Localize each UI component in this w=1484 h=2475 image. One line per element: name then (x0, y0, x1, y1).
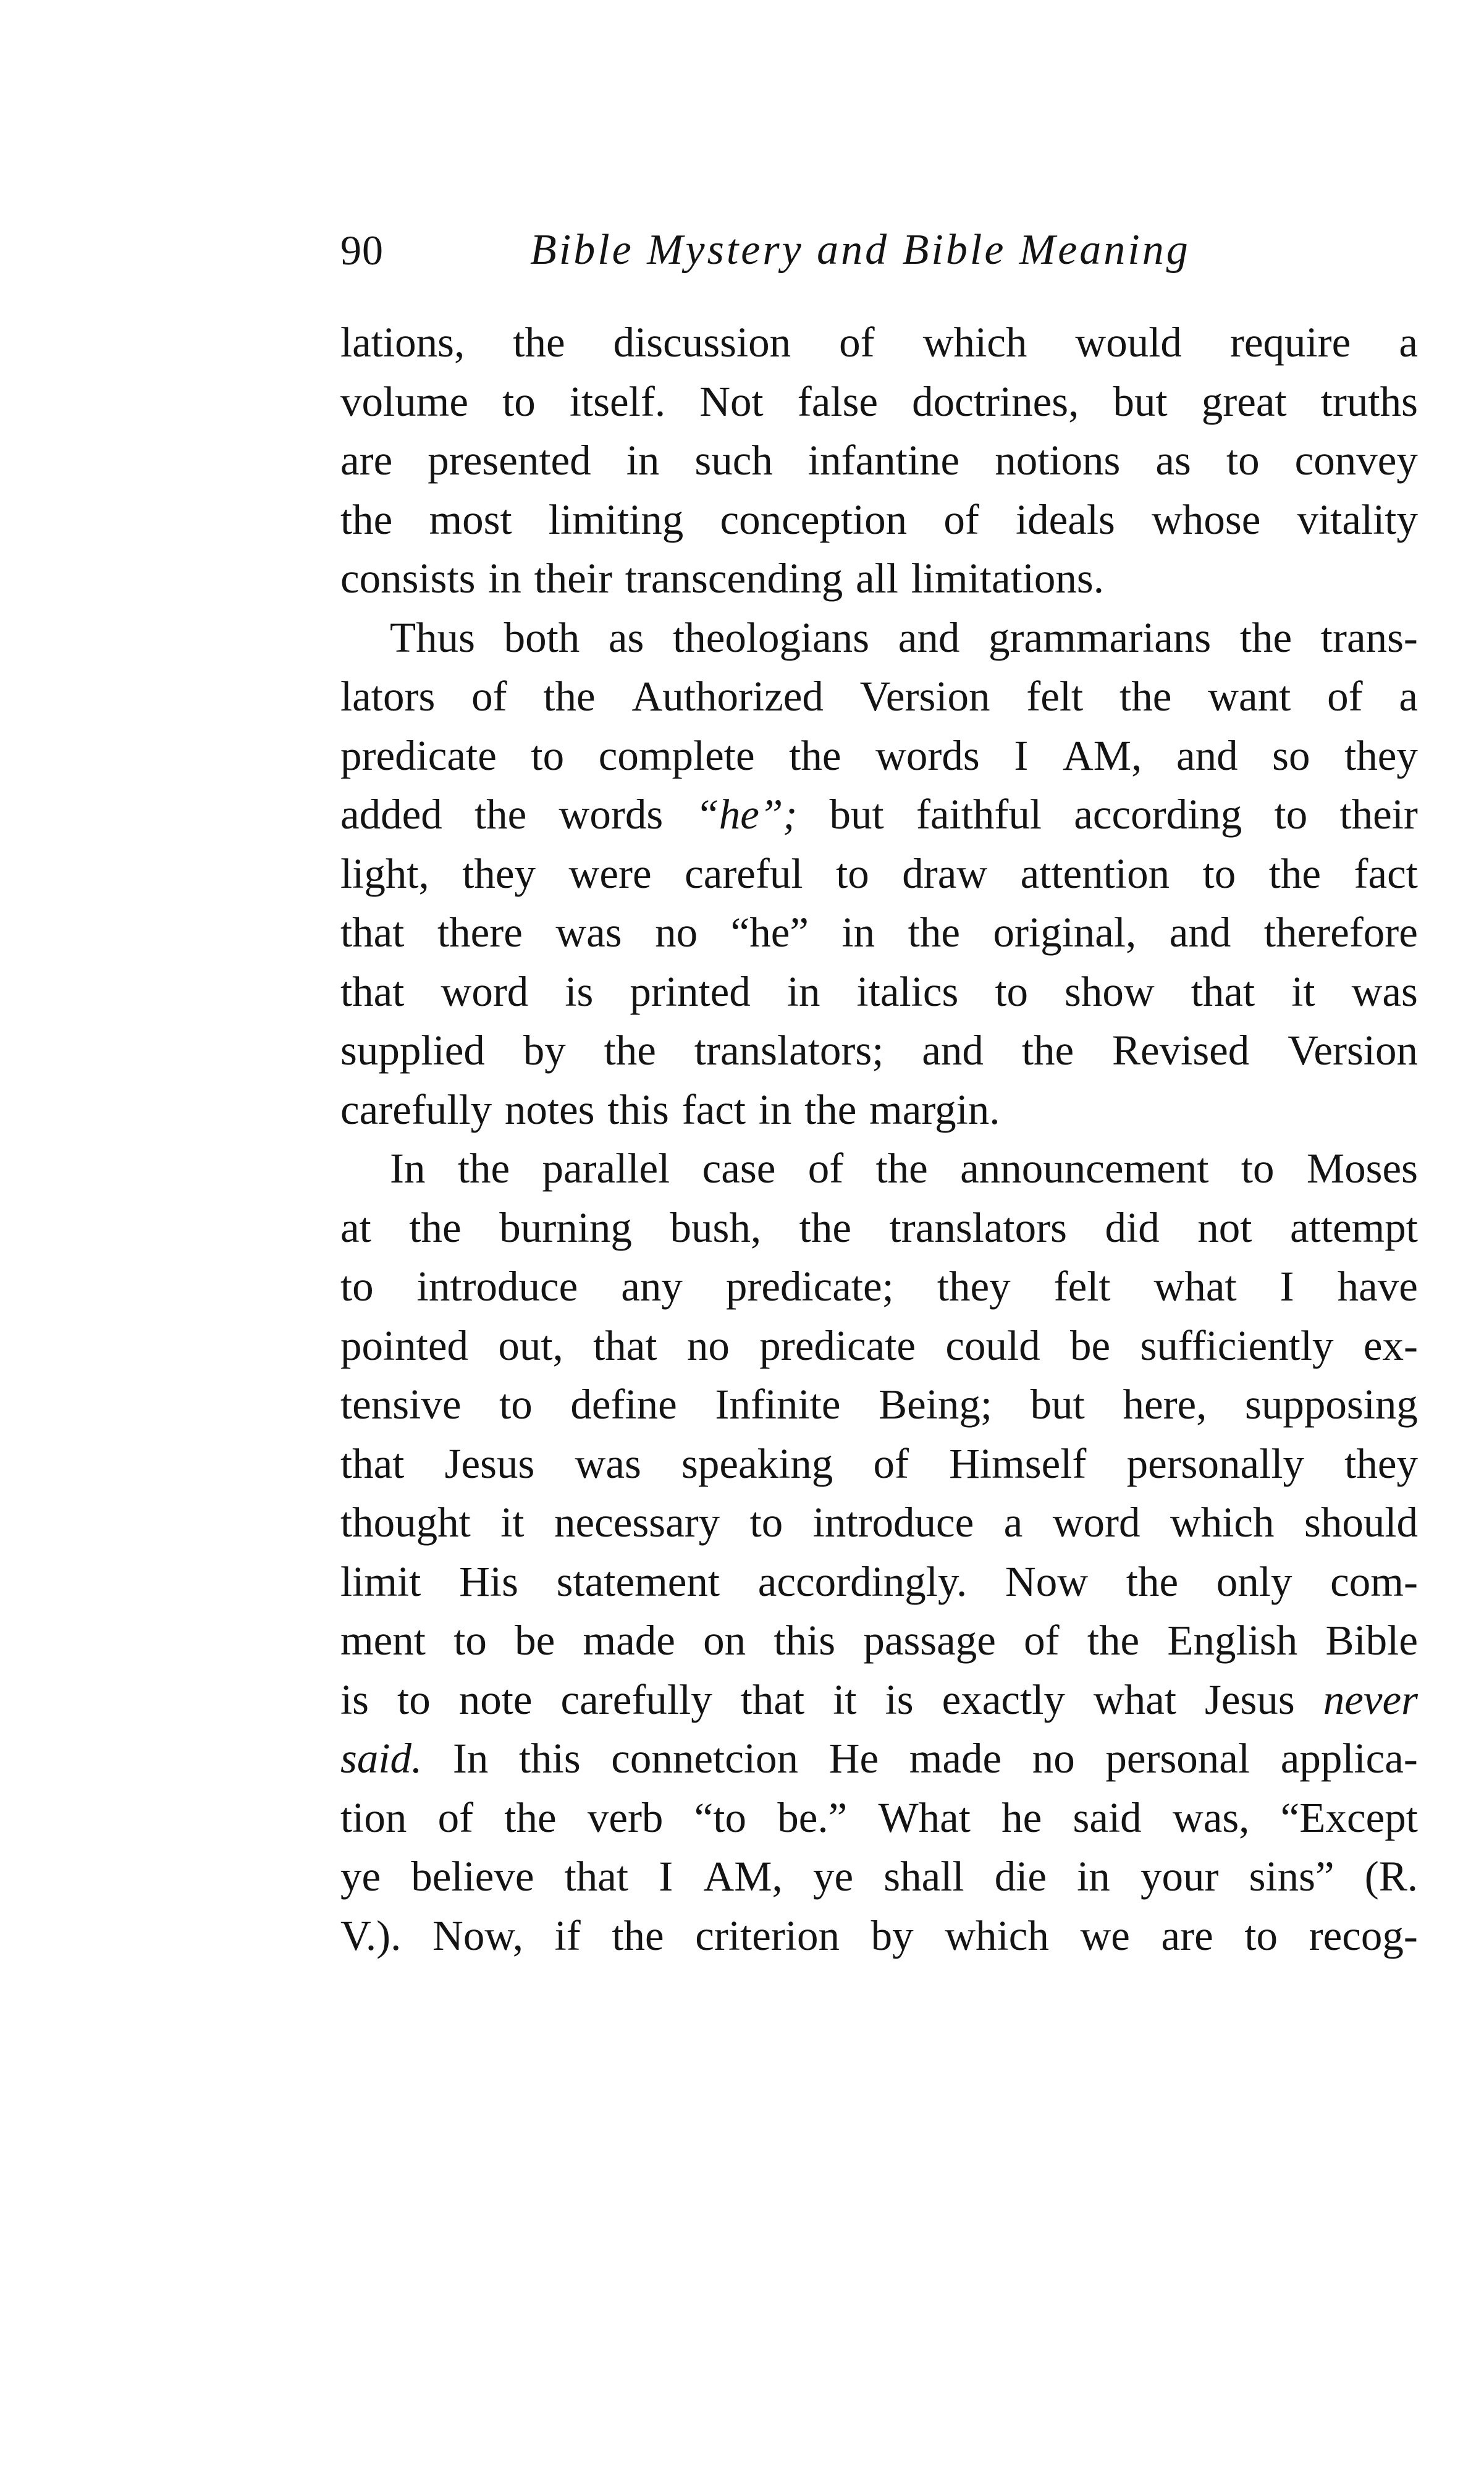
word: itself. (569, 377, 666, 425)
word: ye (812, 1853, 854, 1900)
word: introduce (416, 1263, 578, 1310)
word: the (612, 1912, 664, 1959)
word: pointed (340, 1322, 468, 1369)
word: verb (587, 1794, 664, 1841)
word: and (1176, 732, 1238, 779)
word: they (462, 850, 536, 897)
word: volume (340, 377, 468, 425)
word: Authorized (631, 673, 824, 720)
word: English (1167, 1617, 1298, 1664)
word: this (607, 1086, 669, 1133)
word: In (390, 1145, 426, 1192)
word: His (459, 1558, 518, 1605)
word: sufficiently (1140, 1322, 1334, 1369)
word: Now, (432, 1912, 523, 1959)
word: personally (1126, 1440, 1304, 1487)
word: announcement (960, 1145, 1209, 1192)
word: that (593, 1322, 657, 1369)
word: it (1291, 968, 1315, 1015)
text-line (340, 963, 1418, 1022)
word: criterion (695, 1912, 840, 1959)
word: passage (863, 1617, 996, 1664)
word: not (1197, 1204, 1252, 1251)
word: we (1080, 1912, 1130, 1959)
word: was (575, 1440, 641, 1487)
word: lations, (340, 319, 465, 366)
word: this (518, 1735, 581, 1782)
word: there (437, 909, 523, 956)
word: necessary (554, 1499, 720, 1546)
word: what (1153, 1263, 1237, 1310)
text-line (340, 373, 1418, 432)
word: the (908, 909, 960, 956)
word: only (1216, 1558, 1292, 1605)
word: to (531, 732, 565, 779)
word: translators; (694, 1027, 884, 1074)
text-line (340, 1257, 1418, 1317)
word: he (1001, 1794, 1042, 1841)
word: define (570, 1381, 677, 1428)
word: the (504, 1794, 557, 1841)
word: trans- (1320, 613, 1418, 661)
word: the (1268, 850, 1322, 897)
word: in (626, 437, 660, 484)
word: to (1241, 1145, 1275, 1192)
text-line (340, 313, 1418, 373)
word: of (839, 319, 875, 366)
text-line (340, 1671, 1418, 1730)
word: limitations. (911, 555, 1105, 602)
word: carefully (560, 1676, 712, 1723)
word: He (828, 1735, 879, 1782)
text-line (340, 667, 1418, 727)
word: predicate (340, 732, 497, 779)
word: thought (340, 1499, 471, 1546)
word: according (1074, 791, 1242, 838)
word: connetcion (611, 1735, 799, 1782)
word: to (1274, 791, 1308, 838)
word: carefully (340, 1086, 492, 1133)
word: require (1229, 319, 1351, 366)
word: shall (883, 1853, 964, 1900)
word: case (702, 1145, 776, 1192)
word: felt (1026, 673, 1084, 720)
word: V.). (340, 1912, 402, 1959)
word: the (1087, 1617, 1140, 1664)
page-number: 90 (340, 227, 384, 274)
word: false (797, 377, 879, 425)
word: the (804, 1086, 857, 1133)
word: conception (720, 495, 908, 543)
word: draw (902, 850, 988, 897)
word: margin. (869, 1086, 1000, 1133)
word: could (945, 1322, 1040, 1369)
word: word (441, 968, 529, 1015)
word: but (1030, 1381, 1085, 1428)
word: supposing (1245, 1381, 1418, 1428)
word: predicate (759, 1322, 916, 1369)
word: made (909, 1735, 1002, 1782)
word: limiting (548, 495, 684, 543)
word: “Except (1280, 1794, 1418, 1841)
word: AM, (1062, 732, 1142, 779)
word: faithful (916, 791, 1042, 838)
word: the (513, 319, 565, 366)
word: this (774, 1617, 836, 1664)
word: the (604, 1027, 656, 1074)
text-line (340, 727, 1418, 786)
word: to (995, 968, 1028, 1015)
word: that (340, 968, 405, 1015)
word: transcending (625, 555, 843, 602)
word: their (1339, 791, 1418, 838)
word: “to (694, 1794, 746, 1841)
word: all (855, 555, 898, 602)
word: in (786, 968, 820, 1015)
text-line (340, 1139, 1418, 1199)
word: their (534, 555, 613, 602)
word: the (799, 1204, 851, 1251)
word: the (409, 1204, 462, 1251)
text-line (340, 1789, 1418, 1848)
word: printed (630, 968, 751, 1015)
word: light, (340, 850, 429, 897)
word: the (875, 1145, 928, 1192)
word: discussion (613, 319, 791, 366)
word: convey (1294, 437, 1418, 484)
word: to (499, 1381, 533, 1428)
word: which (1170, 1499, 1275, 1546)
word: show (1065, 968, 1155, 1015)
word: and (1169, 909, 1231, 956)
word: original, (993, 909, 1137, 956)
word: exactly (942, 1676, 1065, 1723)
word: presented (428, 437, 591, 484)
word: note (458, 1676, 533, 1723)
word: that (340, 1440, 405, 1487)
word: to (502, 377, 536, 425)
word: that (1191, 968, 1255, 1015)
word: what (1093, 1676, 1177, 1723)
word: so (1272, 732, 1310, 779)
word: die (994, 1853, 1047, 1900)
text-line (340, 1907, 1418, 1966)
word: words (559, 791, 664, 838)
word: personal (1105, 1735, 1250, 1782)
word: by (871, 1912, 914, 1959)
word: of (1327, 673, 1363, 720)
word: notions (995, 437, 1121, 484)
word: word (1052, 1499, 1140, 1546)
word: predicate; (725, 1263, 894, 1310)
word: “he” (730, 909, 809, 956)
word: In (452, 1735, 489, 1782)
word: fact (681, 1086, 746, 1133)
word: were (568, 850, 652, 897)
word: no (686, 1322, 730, 1369)
running-head (340, 213, 1418, 287)
word: What (878, 1794, 971, 1841)
word: Jesus (444, 1440, 535, 1487)
word: no (1032, 1735, 1075, 1782)
word: did (1105, 1204, 1160, 1251)
word: of (943, 495, 979, 543)
word: a (1399, 319, 1418, 366)
word: of (437, 1794, 474, 1841)
word: as (1155, 437, 1191, 484)
word: felt (1053, 1263, 1111, 1310)
text-line (340, 903, 1418, 963)
word: ex- (1363, 1322, 1418, 1369)
word: if (554, 1912, 581, 1959)
word: which (922, 319, 1027, 366)
word: said (1073, 1794, 1142, 1841)
word: bush, (670, 1204, 762, 1251)
word: attempt (1290, 1204, 1418, 1251)
text-line (340, 609, 1418, 668)
word: tion (340, 1794, 407, 1841)
word: the (474, 791, 527, 838)
word: on (703, 1617, 746, 1664)
word: whose (1152, 495, 1261, 543)
word: (R. (1364, 1853, 1418, 1900)
text-line (340, 549, 1418, 609)
word: a (1003, 1499, 1023, 1546)
text-line (340, 491, 1418, 550)
word: it (500, 1499, 525, 1546)
text-line (340, 1435, 1418, 1494)
word: statement (556, 1558, 720, 1605)
text-line (340, 1847, 1418, 1907)
word: the (543, 673, 596, 720)
word: is (565, 968, 594, 1015)
word: to (836, 850, 869, 897)
word: in (1077, 1853, 1110, 1900)
word: to (1226, 437, 1260, 484)
word: of (873, 1440, 909, 1487)
word: be (515, 1617, 555, 1664)
word: that (740, 1676, 805, 1723)
word: Revised (1112, 1027, 1250, 1074)
word: Himself (949, 1440, 1087, 1487)
word: ment (340, 1617, 426, 1664)
word: such (694, 437, 773, 484)
word: no (655, 909, 698, 956)
word: but (1113, 377, 1168, 425)
text-line (340, 1553, 1418, 1612)
word: to (340, 1263, 374, 1310)
word: it (833, 1676, 857, 1723)
word: therefore (1263, 909, 1418, 956)
word: they (1344, 732, 1418, 779)
word: have (1337, 1263, 1418, 1310)
word: notes (504, 1086, 595, 1133)
word: of (471, 673, 507, 720)
word: which (945, 1912, 1049, 1959)
word: I (659, 1853, 673, 1900)
word: Not (699, 377, 764, 425)
word: added (340, 791, 442, 838)
word: accordingly. (757, 1558, 968, 1605)
word: com- (1330, 1558, 1418, 1605)
text-line (340, 845, 1418, 904)
word: that (340, 909, 405, 956)
word: but (829, 791, 884, 838)
word: “he”; (695, 791, 798, 838)
word: tensive (340, 1381, 462, 1428)
word: they (937, 1263, 1011, 1310)
word: as (608, 613, 644, 661)
word: they (1344, 1440, 1418, 1487)
word: vitality (1297, 495, 1418, 543)
word: never (1323, 1676, 1418, 1723)
word: at (340, 1204, 371, 1251)
word: attention (1020, 850, 1170, 897)
word: words (875, 732, 980, 779)
word: and (898, 613, 960, 661)
word: in (841, 909, 875, 956)
word: in (488, 555, 521, 602)
running-title: Bible Mystery and Bible Meaning (530, 226, 1191, 274)
word: ye (340, 1853, 381, 1900)
word: that (564, 1853, 629, 1900)
word: supplied (340, 1027, 485, 1074)
word: truths (1320, 377, 1418, 425)
word: be (1070, 1322, 1111, 1369)
word: a (1399, 673, 1418, 720)
word: the (1021, 1027, 1074, 1074)
word: is (885, 1676, 914, 1723)
word: Jesus (1205, 1676, 1295, 1723)
text-line (340, 785, 1418, 845)
text-line (340, 1375, 1418, 1435)
word: to (1244, 1912, 1278, 1959)
word: would (1075, 319, 1182, 366)
word: was, (1172, 1794, 1250, 1841)
word: sins” (1249, 1853, 1334, 1900)
word: careful (685, 850, 803, 897)
word: the (1126, 1558, 1179, 1605)
text-line (340, 431, 1418, 491)
word: limit (340, 1558, 421, 1605)
text-line (340, 1081, 1418, 1140)
word: out, (498, 1322, 563, 1369)
text-line (340, 1021, 1418, 1081)
word: should (1304, 1499, 1418, 1546)
word: to (453, 1617, 487, 1664)
word: Bible (1325, 1617, 1418, 1664)
word: be.” (777, 1794, 848, 1841)
word: great (1201, 377, 1287, 425)
word: the (1239, 613, 1292, 661)
word: of (807, 1145, 844, 1192)
word: Now (1005, 1558, 1089, 1605)
word: parallel (542, 1145, 670, 1192)
word: are (1161, 1912, 1213, 1959)
word: I (1280, 1263, 1294, 1310)
text-line (340, 1611, 1418, 1671)
word: to (1202, 850, 1236, 897)
word: infantine (807, 437, 960, 484)
word: was (1351, 968, 1418, 1015)
word: to (397, 1676, 431, 1723)
word: ideals (1015, 495, 1115, 543)
word: any (621, 1263, 683, 1310)
word: complete (598, 732, 755, 779)
word: italics (856, 968, 959, 1015)
word: recog- (1309, 1912, 1418, 1959)
text-line (340, 1493, 1418, 1553)
word: the (457, 1145, 510, 1192)
word: introduce (812, 1499, 974, 1546)
word: burning (499, 1204, 632, 1251)
word: in (758, 1086, 792, 1133)
word: are (340, 437, 393, 484)
word: theologians (673, 613, 870, 661)
word: Infinite (715, 1381, 841, 1428)
word: both (504, 613, 580, 661)
word: by (523, 1027, 566, 1074)
word: want (1208, 673, 1291, 720)
word: the (340, 495, 393, 543)
word: applica- (1280, 1735, 1418, 1782)
word: translators (889, 1204, 1067, 1251)
word: said. (340, 1735, 423, 1782)
word: fact (1354, 850, 1418, 897)
word: the (789, 732, 841, 779)
word: and (922, 1027, 984, 1074)
text-line (340, 1729, 1418, 1789)
word: consists (340, 555, 476, 602)
word: was (555, 909, 622, 956)
word: believe (411, 1853, 534, 1900)
text-line (340, 1199, 1418, 1258)
word: Being; (879, 1381, 993, 1428)
word: speaking (681, 1440, 833, 1487)
word: Thus (390, 613, 475, 661)
word: here, (1123, 1381, 1207, 1428)
word: lators (340, 673, 436, 720)
word: your (1140, 1853, 1219, 1900)
word: of (1024, 1617, 1060, 1664)
word: Version (1288, 1027, 1418, 1074)
word: AM, (703, 1853, 783, 1900)
word: Moses (1306, 1145, 1418, 1192)
word: made (583, 1617, 675, 1664)
text-line (340, 1317, 1418, 1376)
body-text (340, 313, 1418, 1965)
word: to (749, 1499, 783, 1546)
word: is (340, 1676, 369, 1723)
word: most (429, 495, 512, 543)
word: grammarians (989, 613, 1212, 661)
word: Version (859, 673, 990, 720)
word: I (1014, 732, 1029, 779)
word: the (1119, 673, 1172, 720)
word: doctrines, (912, 377, 1079, 425)
